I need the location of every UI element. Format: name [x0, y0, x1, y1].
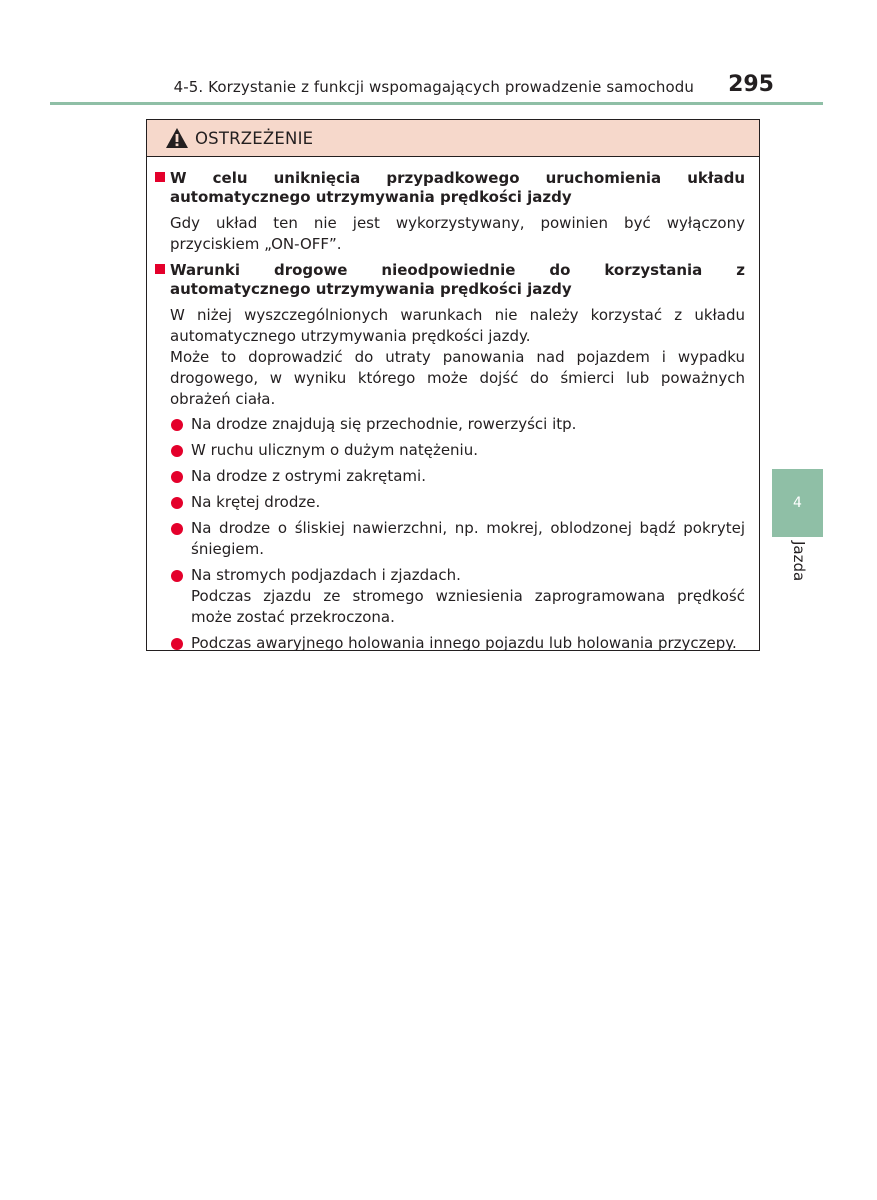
red-bullet-dot [171, 445, 183, 457]
condition-list [155, 414, 745, 654]
warning-triangle-icon [165, 127, 189, 149]
chapter-label: Jazda [790, 541, 808, 582]
page-number: 295 [728, 72, 774, 97]
list-item: Podczas awaryjnego holowania innego pojazdu lub holowania przyczepy. [169, 633, 745, 654]
warning-body [147, 157, 759, 654]
chapter-number: 4 [793, 495, 802, 511]
red-bullet-dot [171, 497, 183, 509]
red-square-marker [155, 264, 165, 274]
paragraph: W niżej wyszczególnionych warunkach nie należy korzystać z układu automatycznego utrzymywania prędkości jazdy. [170, 306, 745, 345]
section-heading-text: Warunki drogowe nieodpowiednie do korzystania z automatycznego utrzymywania prędkości jazdy [170, 261, 745, 298]
list-item: Na drodze znajdują się przechodnie, rowerzyści itp. [169, 414, 745, 435]
red-bullet-dot [171, 638, 183, 650]
red-bullet-dot [171, 570, 183, 582]
section-heading-2 [155, 261, 745, 299]
section-heading-1 [155, 169, 745, 207]
list-item: Na stromych podjazdach i zjazdach. Podczas zjazdu ze stromego wzniesienia zaprogramowana prędkość może zostać przekroczona. [169, 565, 745, 628]
warning-box [146, 119, 760, 651]
red-bullet-dot [171, 523, 183, 535]
list-item: Na drodze z ostrymi zakrętami. [169, 466, 745, 487]
list-item: Na drodze o śliskiej nawierzchni, np. mokrej, oblodzonej bądź pokrytej śniegiem. [169, 518, 745, 560]
paragraph: Gdy układ ten nie jest wykorzystywany, powinien być wyłączony przyciskiem „ON-OFF”. [170, 214, 745, 253]
list-item-note: Podczas zjazdu ze stromego wzniesienia zaprogramowana prędkość może zostać przekroczona. [191, 587, 745, 626]
red-bullet-dot [171, 419, 183, 431]
list-item: W ruchu ulicznym o dużym natężeniu. [169, 440, 745, 461]
page-header-title: 4-5. Korzystanie z funkcji wspomagających prowadzenie samochodu [173, 78, 694, 96]
warning-header [147, 120, 759, 157]
list-item: Na krętej drodze. [169, 492, 745, 513]
warning-title: OSTRZEŻENIE [195, 128, 314, 148]
section-heading-text: W celu uniknięcia przypadkowego uruchomienia układu automatycznego utrzymywania prędkości jazdy [170, 169, 745, 206]
red-bullet-dot [171, 471, 183, 483]
paragraph: Może to doprowadzić do utraty panowania nad pojazdem i wypadku drogowego, w wyniku którego może dojść do śmierci lub poważnych obrażeń ciała. [170, 348, 745, 408]
chapter-tab [772, 469, 823, 537]
header-rule [50, 102, 823, 105]
red-square-marker [155, 172, 165, 182]
